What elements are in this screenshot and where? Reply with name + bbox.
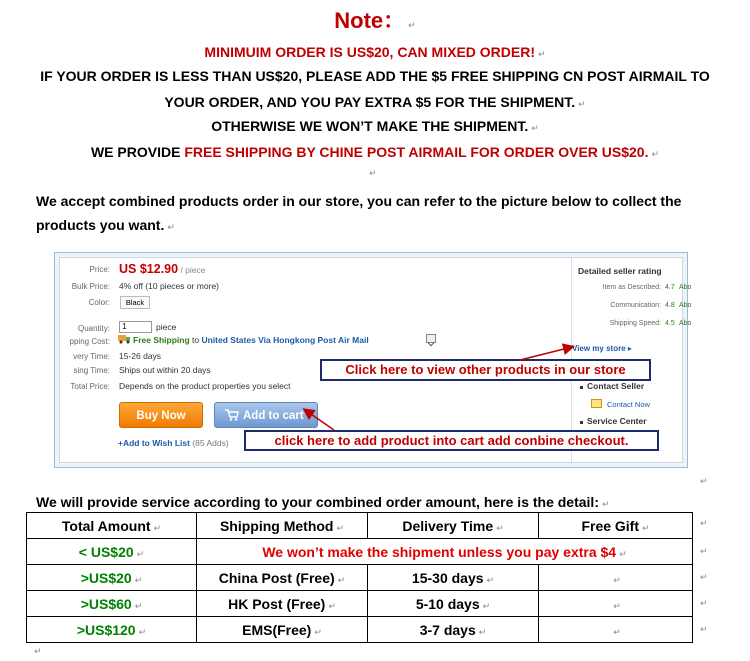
return-mark: ↵ (328, 600, 336, 611)
return-mark: ↵ (482, 600, 491, 611)
return-mark: ↵ (613, 574, 621, 585)
return-mark: ↵ (337, 574, 346, 585)
processing-time-label: sing Time: (73, 366, 110, 375)
return-mark: ↵ (138, 626, 147, 637)
cell-gift (539, 591, 693, 617)
cell-method (197, 591, 368, 617)
return-mark: ↵ (642, 522, 650, 533)
add-to-wish-list-link[interactable] (118, 438, 229, 448)
return-mark: ↵ (619, 548, 627, 559)
cell-notice (197, 539, 693, 565)
return-mark: ↵ (578, 99, 586, 109)
return-mark: ↵ (408, 20, 416, 30)
cell-text: 5-10 days (415, 595, 480, 612)
color-option-black[interactable]: Black (120, 296, 150, 309)
shipping-cost-label: pping Cost: (69, 337, 110, 346)
cell-text: >US$120 (76, 621, 136, 638)
cell-text: HK Post (Free) (228, 595, 326, 612)
note-line-4 (0, 118, 750, 134)
return-mark: ↵ (538, 49, 546, 59)
quantity-label: Quantity: (77, 324, 110, 333)
quantity-unit: piece (156, 322, 177, 332)
rating-label-communication: Communication: (610, 302, 661, 309)
return-mark: ↵ (167, 222, 175, 232)
shipping-destination-link[interactable]: United States Via Hongkong Post Air Mail (201, 335, 369, 345)
cell-time (368, 565, 539, 591)
wish-list-count: (85 Adds) (189, 438, 229, 448)
total-price-value: Depends on the product properties you select (119, 381, 291, 391)
service-intro-text: We will provide service according to your combined order amount, here is the detail: (36, 494, 599, 510)
cell-amount (27, 617, 197, 643)
shipping-truck-icon (118, 333, 131, 344)
return-mark: ↵ (336, 522, 345, 533)
table-row (27, 591, 693, 617)
cell-text: >US$20 (80, 569, 132, 586)
total-price-label: Total Price: (70, 382, 110, 391)
price-amount: US $12.90 (119, 262, 179, 276)
header-total-amount (27, 513, 197, 539)
delivery-time-label: very Time: (73, 352, 110, 361)
rating-suffix-described: Abo (679, 284, 692, 291)
return-mark: ↵ (700, 476, 708, 486)
contact-seller-heading: Contact Seller (587, 381, 645, 391)
seller-rating-title: Detailed seller rating (578, 266, 662, 276)
rating-label-described: Item as Described: (602, 284, 661, 291)
free-shipping-text: Free Shipping (133, 335, 190, 345)
header-delivery-time (368, 513, 539, 539)
rating-score-communication: 4.8 (665, 302, 675, 309)
shipping-service-table (26, 512, 693, 643)
return-mark: ↵ (134, 574, 143, 585)
note-line-3 (0, 94, 750, 110)
cell-amount (27, 539, 197, 565)
return-mark: ↵ (34, 646, 42, 656)
return-mark: ↵ (134, 600, 143, 611)
note-line-5 (0, 144, 750, 160)
note-line-1-text: MINIMUIM ORDER IS US$20, CAN MIXED ORDER! (204, 44, 536, 60)
processing-time-value: Ships out within 20 days (119, 365, 211, 375)
return-mark: ↵ (531, 123, 539, 133)
return-mark: ↵ (314, 626, 322, 637)
table-row (27, 617, 693, 643)
header-text: Delivery Time (402, 517, 494, 534)
cell-gift (539, 565, 693, 591)
buy-now-button[interactable]: Buy Now (119, 402, 203, 428)
header-text: Free Gift (581, 517, 640, 534)
cell-text: 15-30 days (411, 569, 484, 586)
quantity-input[interactable]: 1 (119, 321, 152, 333)
add-to-cart-label: Add to cart (243, 410, 304, 422)
cell-text: We won’t make the shipment unless you pay extra $4 (262, 543, 617, 560)
header-text: Shipping Method (219, 517, 334, 534)
cell-amount (27, 591, 197, 617)
note-line-2-text: IF YOUR ORDER IS LESS THAN US$20, PLEASE ADD THE $5 FREE SHIPPING CN POST AIRMAIL TO (40, 68, 710, 84)
cell-text: 3-7 days (419, 621, 476, 638)
service-center-heading: Service Center (587, 416, 647, 426)
delivery-time-value: 15-26 days (119, 351, 162, 361)
bullet-icon (580, 421, 583, 424)
intro-text: We accept combined products order in our store, you can refer to the picture below to collect the products you want. (36, 193, 682, 233)
cell-text: < US$20 (78, 543, 134, 560)
bulk-price-label: Bulk Price: (71, 282, 110, 291)
return-mark: ↵ (613, 626, 621, 637)
note-title-text: Note： (334, 8, 406, 33)
price-unit: / piece (178, 265, 206, 275)
table-row (27, 539, 693, 565)
return-mark: ↵ (651, 149, 660, 159)
cell-text: China Post (Free) (218, 569, 335, 586)
return-mark: ↵ (136, 548, 145, 559)
return-mark: ↵ (601, 499, 610, 509)
cart-icon (225, 409, 239, 421)
rating-score-described: 4.7 (665, 284, 675, 291)
cell-time (368, 617, 539, 643)
rating-suffix-communication: Abo (679, 302, 692, 309)
intro-paragraph (36, 189, 706, 239)
header-free-gift (539, 513, 693, 539)
return-mark: ↵ (478, 626, 487, 637)
note-line-3-text: YOUR ORDER, AND YOU PAY EXTRA $5 FOR THE SHIPMENT. (164, 94, 576, 110)
return-mark: ↵ (700, 598, 708, 608)
cell-text: EMS(Free) (242, 621, 312, 638)
rating-suffix-shipping: Abo (679, 320, 692, 327)
note-line-4-text: OTHERWISE WE WON’T MAKE THE SHIPMENT. (211, 118, 529, 134)
cell-gift (539, 617, 693, 643)
contact-now-link[interactable]: Contact Now (607, 400, 650, 409)
header-shipping-method (197, 513, 368, 539)
price-value (119, 262, 205, 276)
note-title (0, 4, 750, 35)
return-mark: ↵ (700, 518, 708, 528)
bulk-price-value: 4% off (10 pieces or more) (119, 281, 219, 291)
store-callout: Click here to view other products in our store (320, 359, 651, 381)
price-label: Price: (89, 265, 110, 274)
shipping-to-word: to (189, 335, 202, 345)
cell-method (197, 617, 368, 643)
cart-callout: click here to add product into cart add conbine checkout. (244, 430, 659, 451)
return-mark: ↵ (700, 624, 708, 634)
cell-amount (27, 565, 197, 591)
note-line-5-highlight: FREE SHIPPING BY CHINE POST AIRMAIL FOR ORDER OVER US$20. (184, 144, 649, 160)
mail-icon (591, 399, 602, 408)
note-line-5-prefix: WE PROVIDE (90, 144, 185, 160)
bullet-icon (580, 386, 583, 389)
view-my-store-link[interactable]: View my store ▸ (572, 344, 632, 353)
return-mark: ↵ (369, 168, 377, 178)
note-line-2 (0, 68, 750, 84)
add-to-cart-button[interactable] (214, 402, 318, 428)
shipping-dropdown-icon[interactable] (426, 334, 436, 343)
note-line-minimum (0, 44, 750, 60)
return-mark: ↵ (613, 600, 621, 611)
wish-list-label: +Add to Wish List (118, 438, 190, 448)
color-label: Color: (88, 298, 110, 307)
return-mark: ↵ (700, 546, 708, 556)
return-mark: ↵ (486, 574, 495, 585)
rating-label-shipping: Shipping Speed: (609, 320, 661, 327)
header-text: Total Amount (61, 517, 151, 534)
cell-time (368, 591, 539, 617)
rating-score-shipping: 4.5 (665, 320, 675, 327)
cell-text: >US$60 (80, 595, 132, 612)
return-mark: ↵ (153, 522, 162, 533)
return-mark: ↵ (700, 572, 708, 582)
cell-method (197, 565, 368, 591)
table-header-row (27, 513, 693, 539)
return-mark: ↵ (496, 522, 504, 533)
shipping-value (133, 335, 369, 345)
table-row (27, 565, 693, 591)
